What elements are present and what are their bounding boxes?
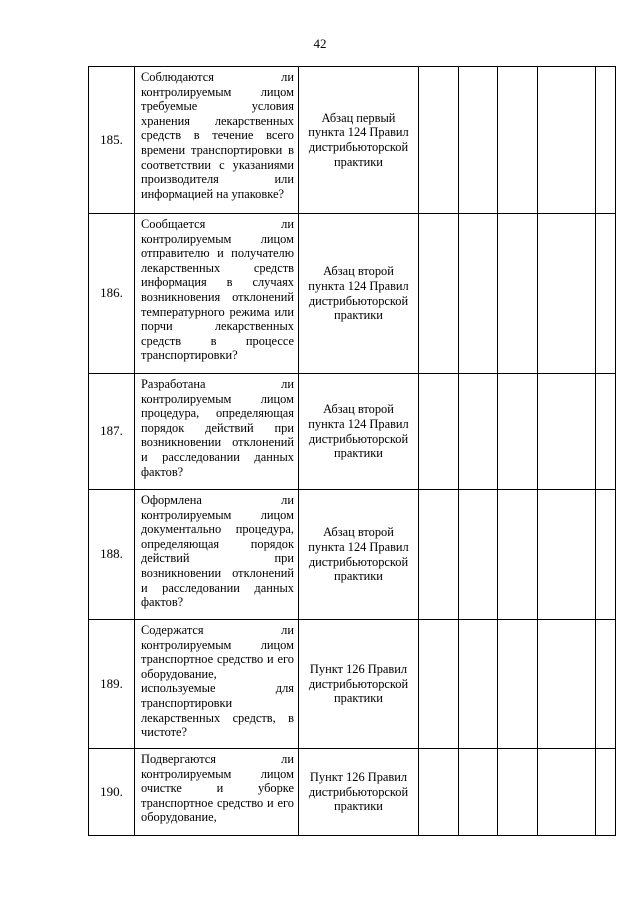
question-line: контролируемым лицом (141, 231, 294, 246)
question-line: процедура, определяющая (141, 406, 294, 421)
question-line: чистоте? (141, 725, 188, 740)
table-row (89, 374, 616, 490)
question-line: времени транспортировки в (141, 142, 294, 157)
question-line: лекарственных средств (141, 260, 294, 275)
question-line: транспортное средство и его (141, 795, 294, 810)
reference-line: пункта 124 Правил (308, 539, 409, 554)
question-line: хранения лекарственных (141, 113, 294, 128)
question-line: возникновении отклонений (141, 435, 294, 450)
question-line: лекарственных средств, в (141, 710, 294, 725)
page-number: 42 (313, 36, 327, 51)
reference-line: дистрибьюторской (308, 431, 409, 446)
question-line: производителя или (141, 172, 294, 187)
question-line: Оформлена ли (141, 493, 294, 507)
question-cell (135, 749, 299, 836)
question-cell (135, 67, 299, 214)
reference-cell (299, 490, 419, 620)
question-line: информацией на упаковке? (141, 186, 284, 201)
question-line: оборудование, (141, 666, 217, 681)
answer-cell[interactable] (498, 490, 538, 620)
answer-cell[interactable] (596, 67, 616, 214)
reference-line: Абзац первый (321, 110, 396, 125)
reference-line: дистрибьюторской (308, 676, 409, 691)
row-number: 187. (89, 374, 135, 490)
question-line: используемые для (141, 681, 294, 696)
answer-cell[interactable] (459, 490, 498, 620)
question-line: документально процедура, (141, 522, 294, 537)
reference-line: практики (334, 446, 383, 461)
question-line: возникновения отклонений (141, 289, 294, 304)
checklist-table (88, 66, 616, 836)
table-row (89, 67, 616, 214)
answer-cell[interactable] (498, 67, 538, 214)
answer-cell[interactable] (596, 490, 616, 620)
question-line: Соблюдаются ли (141, 70, 294, 84)
answer-cell[interactable] (538, 490, 596, 620)
question-cell (135, 490, 299, 620)
answer-cell[interactable] (419, 67, 459, 214)
question-line: транспортировки? (141, 348, 238, 363)
question-line: средств в течение всего (141, 128, 294, 143)
reference-line: дистрибьюторской (308, 140, 409, 154)
question-line: температурного режима или (141, 304, 294, 319)
answer-cell[interactable] (419, 620, 459, 749)
reference-line: Абзац второй (323, 264, 394, 279)
reference-line: дистрибьюторской (308, 784, 409, 799)
table-row (89, 749, 616, 836)
reference-line: пункта 124 Правил (308, 416, 409, 431)
answer-cell[interactable] (419, 749, 459, 836)
question-line: Подвергаются ли (141, 752, 294, 766)
question-line: порчи лекарственных (141, 319, 294, 334)
answer-cell[interactable] (459, 214, 498, 374)
reference-cell (299, 620, 419, 749)
question-line: очистке и уборке (141, 781, 294, 796)
question-line: порядок действий при (141, 420, 294, 435)
question-line: Содержатся ли (141, 623, 294, 637)
answer-cell[interactable] (538, 67, 596, 214)
question-line: транспортировки (141, 695, 233, 710)
question-line: и расследовании данных (141, 449, 294, 464)
reference-cell (299, 214, 419, 374)
row-number: 188. (89, 490, 135, 620)
reference-line: дистрибьюторской (308, 554, 409, 569)
question-line: отправителю и получателю (141, 246, 294, 261)
question-line: контролируемым лицом (141, 637, 294, 652)
question-line: средств в процессе (141, 333, 294, 348)
table-row (89, 214, 616, 374)
reference-cell (299, 749, 419, 836)
reference-line: практики (334, 154, 383, 169)
question-cell (135, 214, 299, 374)
row-number: 186. (89, 214, 135, 374)
reference-cell (299, 67, 419, 214)
question-line: определяющая порядок (141, 536, 294, 551)
answer-cell[interactable] (538, 749, 596, 836)
answer-cell[interactable] (538, 374, 596, 490)
reference-line: Пункт 126 Правил (309, 662, 408, 677)
question-line: соответствии с указаниями (141, 157, 294, 172)
answer-cell[interactable] (459, 67, 498, 214)
table-row (89, 620, 616, 749)
answer-cell[interactable] (538, 214, 596, 374)
row-number: 189. (89, 620, 135, 749)
question-line: фактов? (141, 595, 184, 610)
reference-line: Абзац второй (323, 525, 394, 540)
answer-cell[interactable] (498, 620, 538, 749)
reference-line: практики (334, 308, 383, 323)
question-line: контролируемым лицом (141, 84, 294, 99)
answer-cell[interactable] (596, 374, 616, 490)
answer-cell[interactable] (459, 620, 498, 749)
answer-cell[interactable] (498, 214, 538, 374)
answer-cell[interactable] (419, 490, 459, 620)
reference-line: Пункт 126 Правил (309, 770, 408, 785)
answer-cell[interactable] (419, 374, 459, 490)
reference-cell (299, 374, 419, 490)
question-line: Разработана ли (141, 377, 294, 391)
reference-line: пункта 124 Правил (308, 125, 409, 140)
answer-cell[interactable] (596, 620, 616, 749)
reference-line: практики (334, 691, 383, 706)
answer-cell[interactable] (596, 214, 616, 374)
reference-line: практики (334, 799, 383, 814)
question-line: фактов? (141, 464, 184, 479)
question-line: информация в случаях (141, 275, 294, 290)
question-line: требуемые условия (141, 99, 294, 114)
question-cell (135, 374, 299, 490)
question-line: возникновении отклонений (141, 565, 294, 580)
table-row (89, 490, 616, 620)
answer-cell[interactable] (596, 749, 616, 836)
answer-cell[interactable] (419, 214, 459, 374)
reference-line: дистрибьюторской (308, 293, 409, 308)
answer-cell[interactable] (498, 749, 538, 836)
question-line: оборудование, (141, 810, 217, 825)
question-cell (135, 620, 299, 749)
question-line: контролируемым лицом (141, 766, 294, 781)
question-line: контролируемым лицом (141, 391, 294, 406)
reference-line: практики (334, 569, 383, 584)
reference-line: пункта 124 Правил (308, 278, 409, 293)
row-number: 190. (89, 749, 135, 836)
question-line: действий при (141, 551, 294, 566)
reference-line: Абзац второй (323, 402, 394, 417)
row-number: 185. (89, 67, 135, 214)
answer-cell[interactable] (498, 374, 538, 490)
answer-cell[interactable] (459, 749, 498, 836)
question-line: транспортное средство и его (141, 652, 294, 667)
answer-cell[interactable] (459, 374, 498, 490)
question-line: Сообщается ли (141, 217, 294, 231)
question-line: контролируемым лицом (141, 507, 294, 522)
answer-cell[interactable] (538, 620, 596, 749)
question-line: и расследовании данных (141, 580, 294, 595)
